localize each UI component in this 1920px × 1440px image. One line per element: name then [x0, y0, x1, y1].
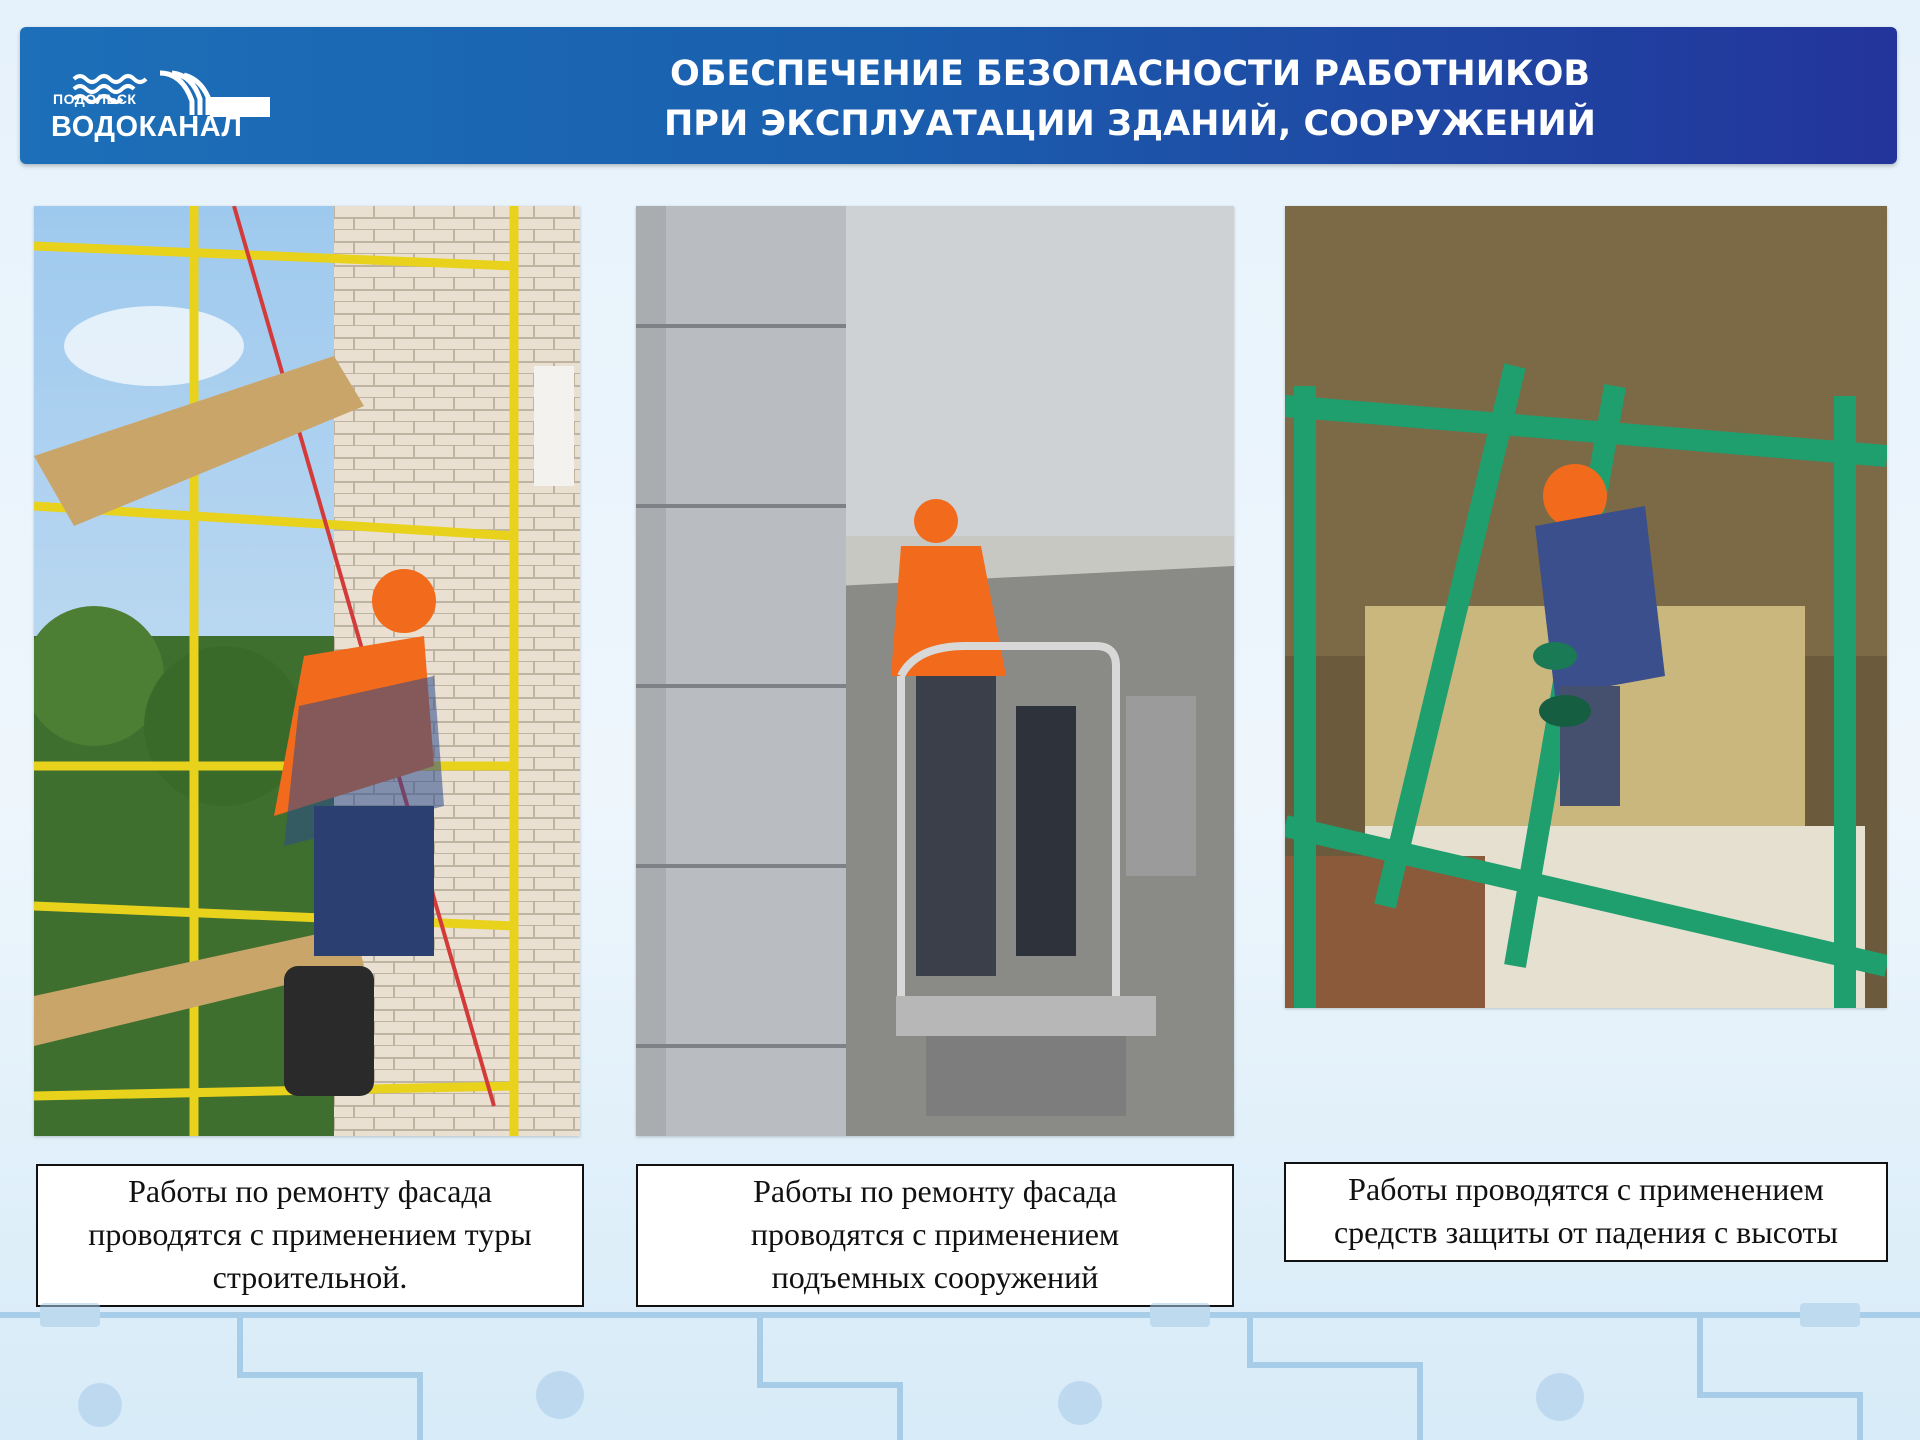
- header-banner: [20, 27, 1897, 164]
- caption-fall-protection: [1284, 1162, 1888, 1262]
- caption-line: проводятся с применением туры: [88, 1216, 532, 1252]
- scaffold-illustration: [34, 206, 580, 1136]
- caption-line: строительной.: [212, 1259, 408, 1295]
- caption-line: Работы по ремонту фасада: [753, 1173, 1117, 1209]
- logo-brand-text: ВОДОКАНАЛ: [51, 111, 243, 143]
- fall-protection-illustration: [1285, 206, 1887, 1008]
- page-title: [580, 49, 1680, 149]
- caption-line: Работы по ремонту фасада: [128, 1173, 492, 1209]
- photo-fall-protection-work: [1285, 206, 1887, 1008]
- photo-lift-facade-repair: [636, 206, 1234, 1136]
- water-pipes-pattern-icon: [0, 1285, 1920, 1440]
- page-title-line-1: ОБЕСПЕЧЕНИЕ БЕЗОПАСНОСТИ РАБОТНИКОВ: [669, 54, 1591, 94]
- page-title-line-2: ПРИ ЭКСПЛУАТАЦИИ ЗДАНИЙ, СООРУЖЕНИЙ: [664, 104, 1596, 144]
- logo-city-text: ПОДОЛЬСК: [53, 91, 137, 107]
- caption-line: Работы проводятся с применением: [1348, 1171, 1824, 1207]
- photo-scaffold-facade-repair: [34, 206, 580, 1136]
- caption-line: средств защиты от падения с высоты: [1333, 1214, 1839, 1250]
- lift-illustration: [636, 206, 1234, 1136]
- caption-line: подъемных сооружений: [771, 1259, 1099, 1295]
- caption-line: проводятся с применением: [750, 1216, 1120, 1252]
